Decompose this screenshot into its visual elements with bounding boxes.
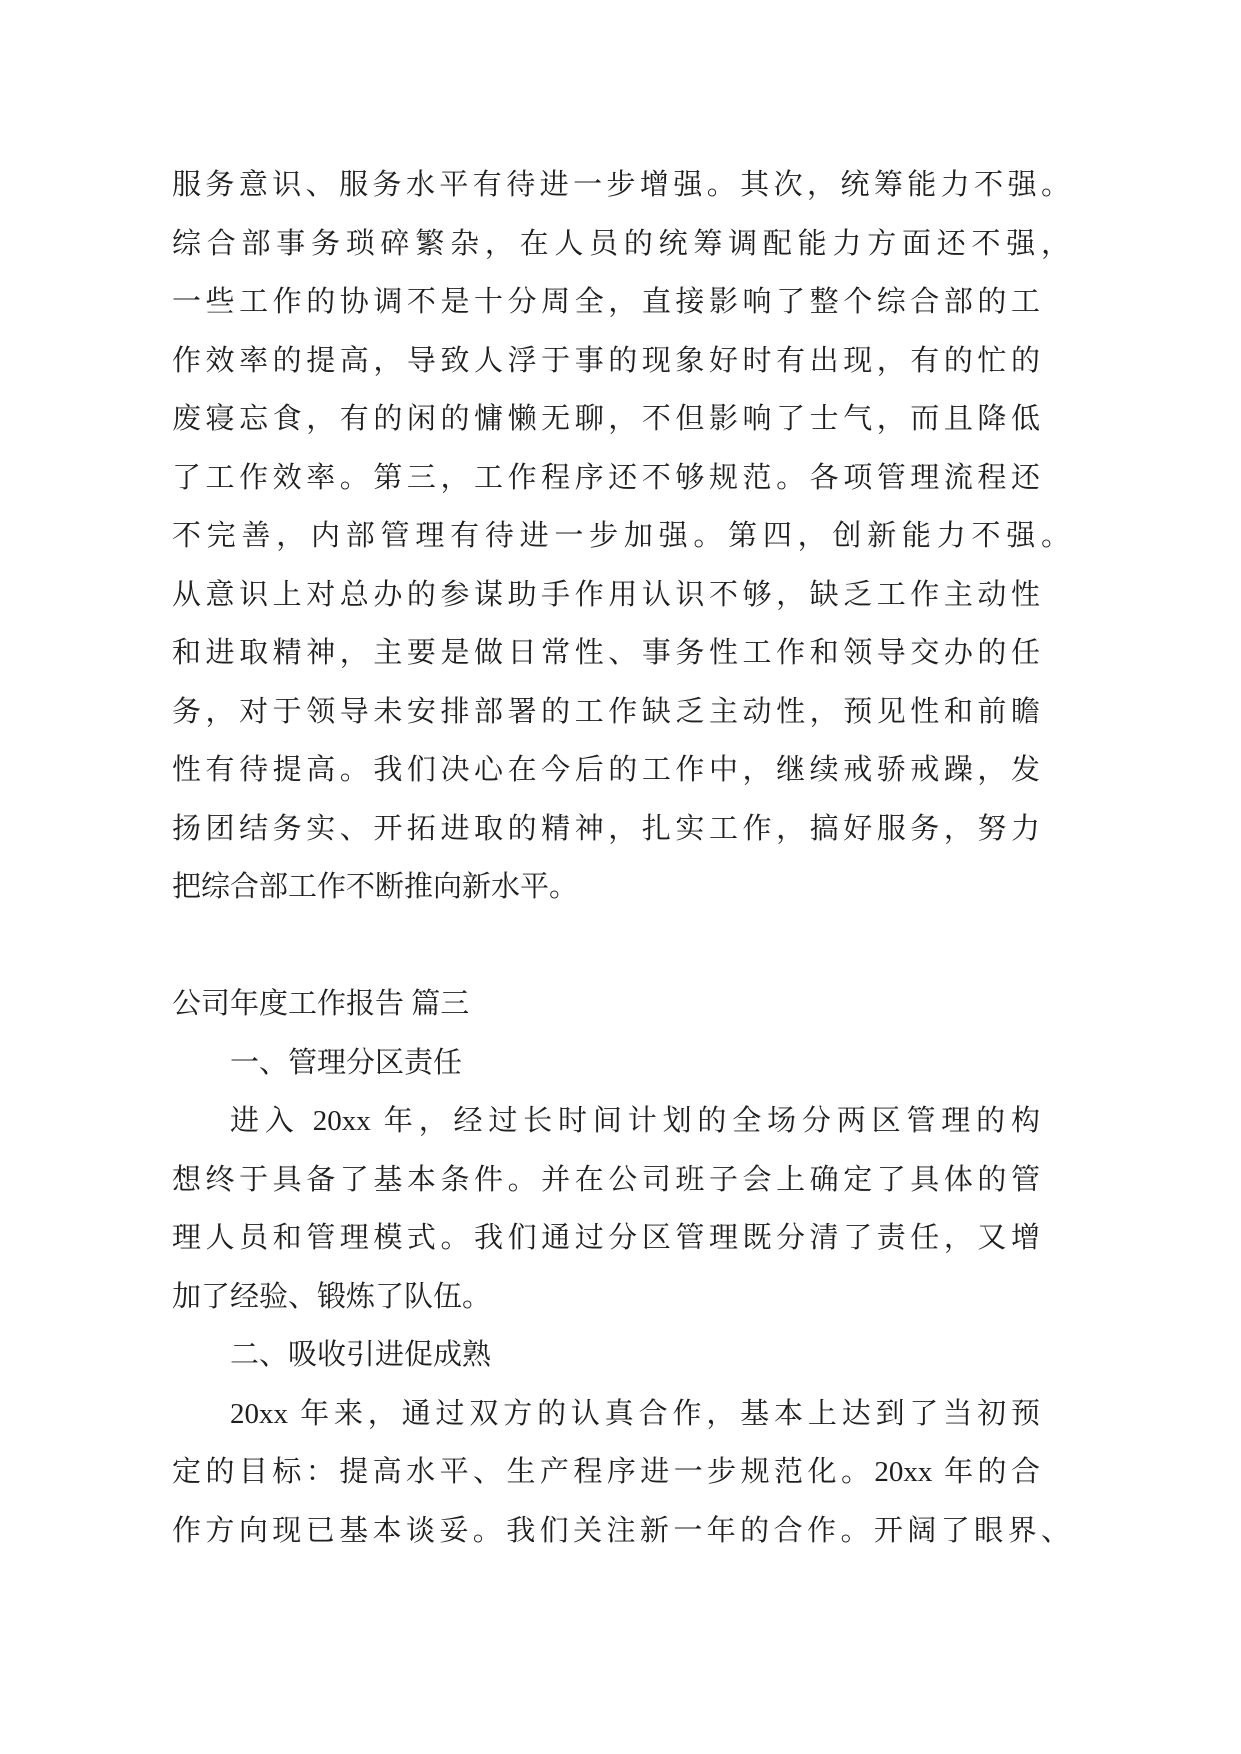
document-body (172, 156, 1072, 1560)
text-line: 理人员和管理模式。我们通过分区管理既分清了责任，又增 (172, 1222, 1040, 1254)
text-line: 务，对于领导未安排部署的工作缺乏主动性，预见性和前瞻 (172, 695, 1040, 728)
text-line: 作效率的提高，导致人浮于事的现象好时有出现，有的忙的 (172, 344, 1040, 377)
text-line: 废寝忘食，有的闲的慵懒无聊，不但影响了士气，而且降低 (172, 403, 1040, 435)
section-heading: 一、管理分区责任 (230, 1046, 463, 1079)
text-line: 从意识上对总办的参谋助手作用认识不够，缺乏工作主动性 (172, 578, 1040, 611)
text-line: 加了经验、锻炼了队伍。 (172, 1280, 492, 1313)
text-line: 进入 20xx 年，经过长时间计划的全场分两区管理的构 (230, 1105, 1040, 1137)
text-line: 想终于具备了基本条件。并在公司班子会上确定了具体的管 (172, 1163, 1040, 1196)
text-line: 作方向现已基本谈妥。我们关注新一年的合作。开阔了眼界、 (172, 1514, 1070, 1547)
paragraph (172, 1092, 1072, 1326)
text-line: 一些工作的协调不是十分周全，直接影响了整个综合部的工 (172, 286, 1040, 318)
text-line: 把综合部工作不断推向新水平。 (172, 871, 579, 903)
paragraph (172, 1385, 1072, 1561)
text-line: 定的目标：提高水平、生产程序进一步规范化。20xx 年的合 (172, 1456, 1040, 1488)
text-line: 了工作效率。第三，工作程序还不够规范。各项管理流程还 (172, 461, 1040, 494)
text-line: 服务意识、服务水平有待进一步增强。其次，统筹能力不强。 (172, 169, 1070, 201)
section-heading: 二、吸收引进促成熟 (230, 1339, 492, 1371)
text-line: 和进取精神，主要是做日常性、事务性工作和领导交办的任 (172, 637, 1040, 669)
text-line: 扬团结务实、开拓进取的精神，扎实工作，搞好服务，努力 (172, 812, 1040, 845)
text-line: 不完善，内部管理有待进一步加强。第四，创新能力不强。 (172, 520, 1070, 552)
text-line: 20xx 年来，通过双方的认真合作，基本上达到了当初预 (230, 1397, 1040, 1430)
text-line: 性有待提高。我们决心在今后的工作中，继续戒骄戒躁，发 (172, 754, 1040, 786)
paragraph-continued (172, 156, 1072, 917)
blank-line (172, 917, 1072, 976)
section-title: 公司年度工作报告 篇三 (172, 988, 470, 1020)
text-line: 综合部事务琐碎繁杂，在人员的统筹调配能力方面还不强， (172, 227, 1070, 260)
